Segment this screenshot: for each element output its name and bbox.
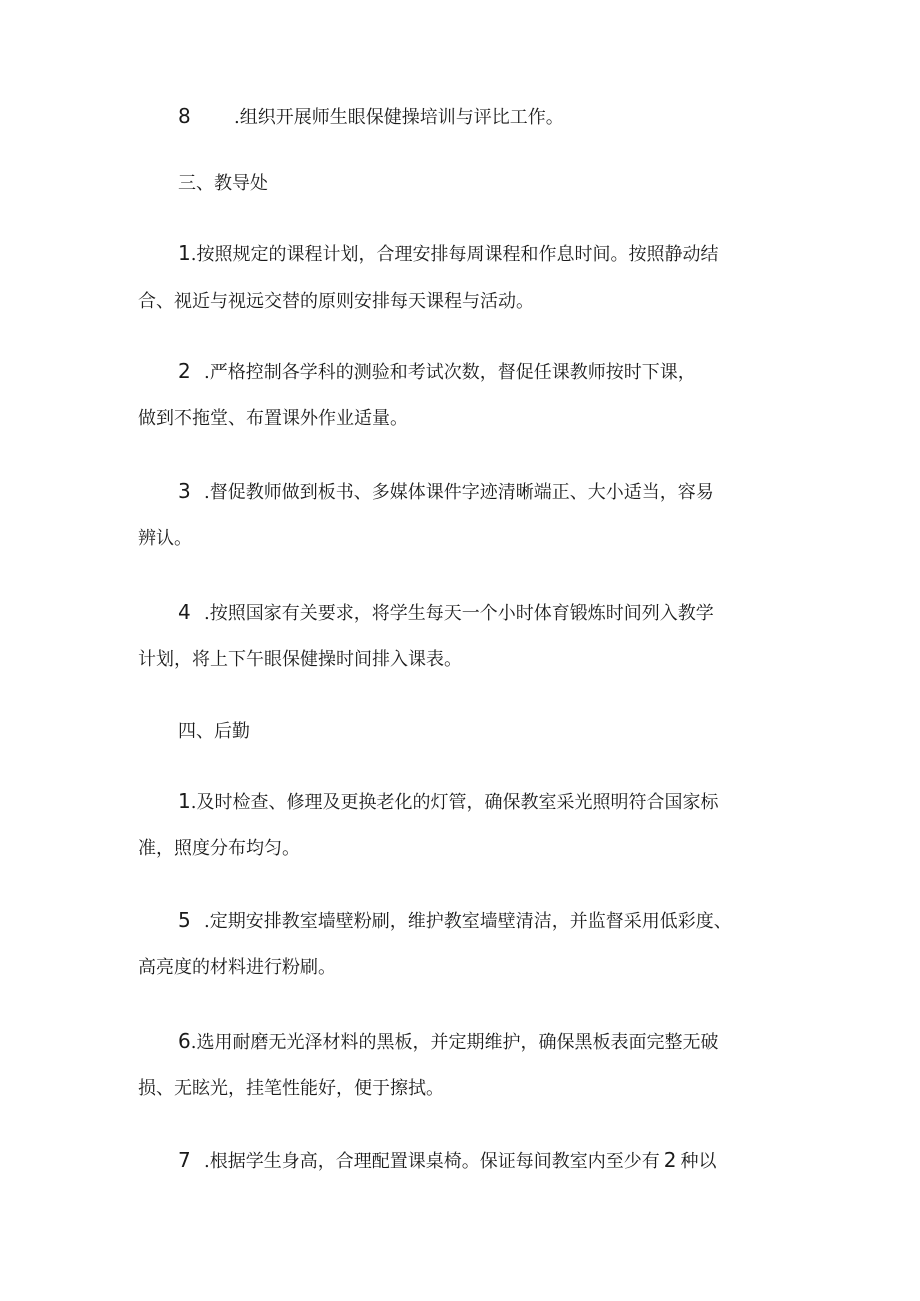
section-heading bbox=[178, 720, 250, 744]
item-text: 定期安排教室墙壁粉刷，维护教室墙壁清洁，并监督采用低彩度、 bbox=[209, 911, 732, 932]
list-item bbox=[178, 241, 718, 267]
item-text: 组织开展师生眼保健操培训与评比工作。 bbox=[239, 107, 564, 128]
item-text: 选用耐磨无光泽材料的黑板，并定期维护，确保黑板表面完整无破 bbox=[196, 1032, 719, 1053]
heading-text: 三、教导处 bbox=[178, 173, 268, 194]
item-number: 1 bbox=[178, 789, 191, 813]
item-continuation: 高亮度的材料进行粉刷。 bbox=[138, 957, 336, 978]
item-text: 督促教师做到板书、多媒体课件字迹清晰端正、大小适当，容易 bbox=[209, 482, 714, 503]
item-text: 根据学生身高，合理配置课桌椅。保证每间教室内至少有 bbox=[209, 1151, 660, 1172]
item-number: 8 bbox=[178, 104, 191, 128]
item-number: 1 bbox=[178, 241, 191, 265]
list-item bbox=[178, 1148, 716, 1174]
item-continuation: 辨认。 bbox=[138, 528, 192, 549]
inline-number: 2 bbox=[663, 1148, 677, 1172]
item-text: 按照国家有关要求，将学生每天一个小时体育锻炼时间列入教学 bbox=[209, 603, 714, 624]
item-number: 7 bbox=[178, 1148, 191, 1172]
item-continuation: 合、视近与视远交替的原则安排每天课程与活动。 bbox=[138, 291, 534, 312]
item-text-tail: 种以 bbox=[680, 1151, 717, 1172]
item-number: 4 bbox=[178, 600, 191, 624]
item-text: 按照规定的课程计划，合理安排每周课程和作息时间。按照静动结 bbox=[196, 244, 719, 265]
item-separator: . bbox=[204, 603, 210, 624]
item-number: 2 bbox=[178, 359, 191, 383]
list-item bbox=[178, 479, 714, 505]
item-number: 6 bbox=[178, 1029, 191, 1053]
section-heading bbox=[178, 172, 268, 196]
item-separator: . bbox=[234, 107, 240, 128]
item-continuation: 做到不拖堂、布置课外作业适量。 bbox=[138, 408, 408, 429]
item-separator: . bbox=[190, 792, 197, 813]
list-item bbox=[178, 600, 714, 626]
item-separator: . bbox=[190, 244, 197, 265]
item-separator: . bbox=[204, 362, 210, 383]
item-separator: . bbox=[204, 911, 210, 932]
list-item bbox=[178, 359, 696, 385]
item-separator: . bbox=[204, 482, 210, 503]
item-continuation: 损、无眩光，挂笔性能好，便于擦拭。 bbox=[138, 1078, 444, 1099]
item-number: 3 bbox=[178, 479, 191, 503]
item-text: 严格控制各学科的测验和考试次数，督促任课教师按时下课， bbox=[209, 362, 696, 383]
item-text: 及时检查、修理及更换老化的灯管，确保教室采光照明符合国家标 bbox=[196, 792, 719, 813]
item-separator: . bbox=[190, 1032, 197, 1053]
list-item bbox=[178, 789, 718, 815]
item-continuation: 计划，将上下午眼保健操时间排入课表。 bbox=[138, 649, 462, 670]
item-continuation: 准，照度分布均匀。 bbox=[138, 838, 300, 859]
item-separator: . bbox=[204, 1151, 210, 1172]
heading-text: 四、后勤 bbox=[178, 721, 250, 742]
list-item bbox=[178, 104, 564, 130]
list-item bbox=[178, 1029, 718, 1055]
list-item bbox=[178, 908, 732, 934]
item-number: 5 bbox=[178, 908, 191, 932]
